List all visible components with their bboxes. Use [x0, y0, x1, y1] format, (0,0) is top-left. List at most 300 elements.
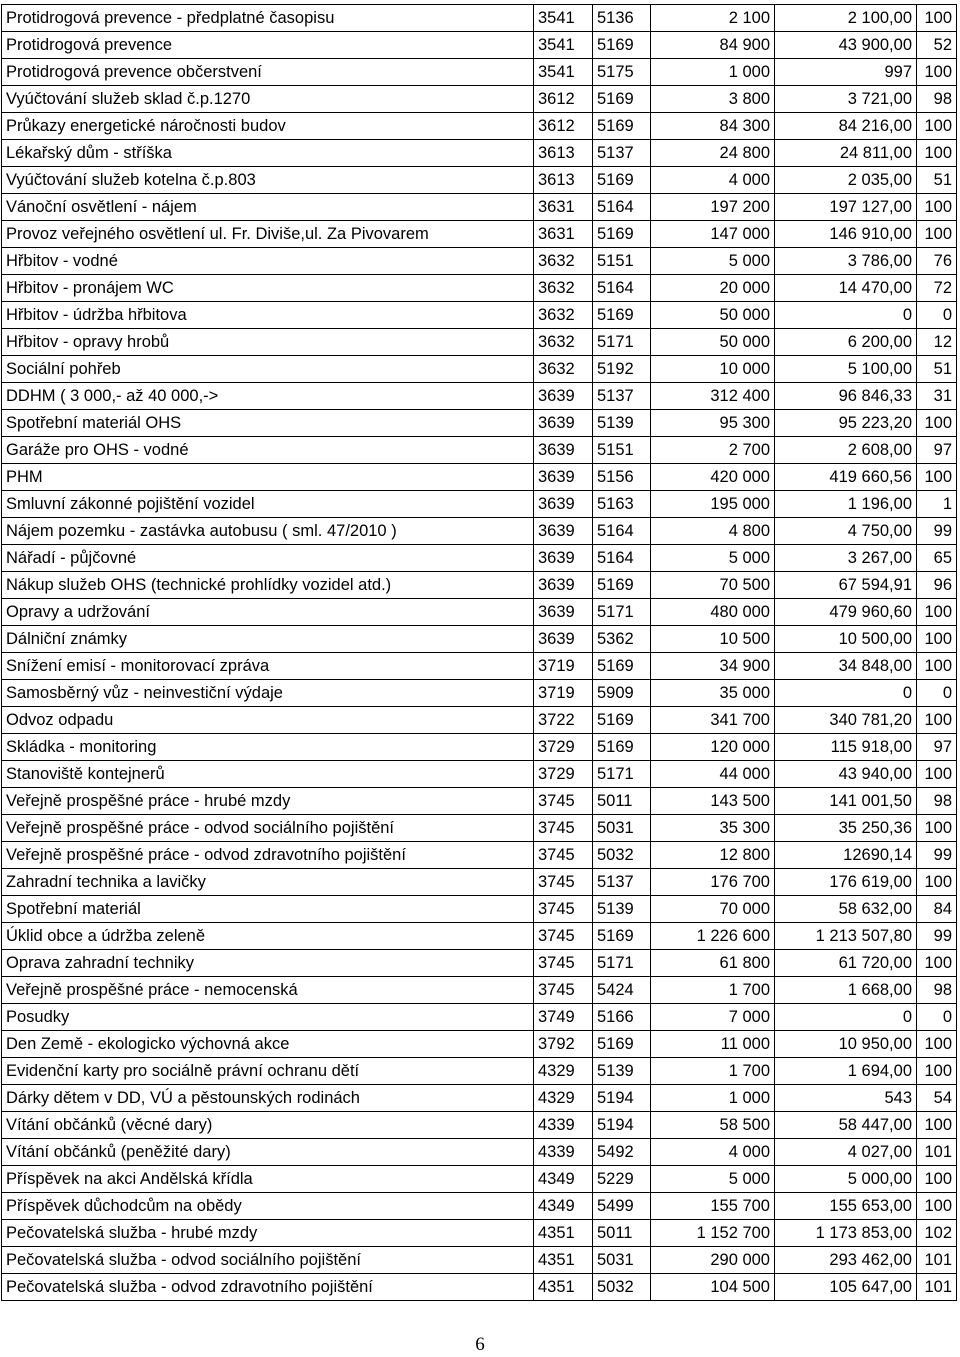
cell-budget-item: 5031: [593, 815, 651, 842]
cell-actual: 997: [775, 59, 917, 86]
cell-actual: 96 846,33: [775, 383, 917, 410]
cell-paragraph: 3639: [534, 464, 593, 491]
cell-percent: 100: [917, 113, 957, 140]
cell-budget-item: 5137: [593, 140, 651, 167]
budget-table: [1, 4, 957, 1301]
cell-item-name: Nákup služeb OHS (technické prohlídky vozidel atd.): [2, 572, 534, 599]
cell-actual: 4 750,00: [775, 518, 917, 545]
cell-paragraph: 3639: [534, 626, 593, 653]
cell-item-name: Zahradní technika a lavičky: [2, 869, 534, 896]
table-row: [2, 869, 957, 896]
cell-budget: 1 226 600: [651, 923, 775, 950]
table-row: [2, 32, 957, 59]
table-row: [2, 491, 957, 518]
cell-paragraph: 3639: [534, 491, 593, 518]
cell-percent: 99: [917, 923, 957, 950]
cell-percent: 100: [917, 869, 957, 896]
table-row: [2, 815, 957, 842]
table-row: [2, 1058, 957, 1085]
cell-paragraph: 3639: [534, 410, 593, 437]
cell-paragraph: 3745: [534, 842, 593, 869]
cell-budget-item: 5169: [593, 923, 651, 950]
cell-actual: 197 127,00: [775, 194, 917, 221]
cell-budget: 4 800: [651, 518, 775, 545]
table-body: [2, 5, 957, 1301]
table-row: [2, 356, 957, 383]
cell-actual: 4 027,00: [775, 1139, 917, 1166]
cell-item-name: Spotřební materiál: [2, 896, 534, 923]
cell-actual: 340 781,20: [775, 707, 917, 734]
cell-paragraph: 3639: [534, 572, 593, 599]
cell-paragraph: 3632: [534, 248, 593, 275]
cell-percent: 100: [917, 59, 957, 86]
cell-budget: 35 300: [651, 815, 775, 842]
cell-item-name: Vánoční osvětlení - nájem: [2, 194, 534, 221]
cell-item-name: Příspěvek na akci Andělská křídla: [2, 1166, 534, 1193]
cell-percent: 98: [917, 86, 957, 113]
cell-budget: 195 000: [651, 491, 775, 518]
cell-percent: 96: [917, 572, 957, 599]
table-row: [2, 761, 957, 788]
cell-actual: 479 960,60: [775, 599, 917, 626]
cell-actual: 67 594,91: [775, 572, 917, 599]
table-row: [2, 842, 957, 869]
cell-budget: 11 000: [651, 1031, 775, 1058]
cell-budget-item: 5169: [593, 167, 651, 194]
cell-item-name: Oprava zahradní techniky: [2, 950, 534, 977]
cell-budget: 1 700: [651, 1058, 775, 1085]
cell-paragraph: 3745: [534, 977, 593, 1004]
table-row: [2, 1085, 957, 1112]
cell-paragraph: 4349: [534, 1193, 593, 1220]
cell-paragraph: 3631: [534, 221, 593, 248]
cell-actual: 0: [775, 680, 917, 707]
cell-percent: 100: [917, 626, 957, 653]
cell-budget: 312 400: [651, 383, 775, 410]
cell-percent: 100: [917, 410, 957, 437]
cell-percent: 99: [917, 842, 957, 869]
table-row: [2, 86, 957, 113]
cell-budget: 84 300: [651, 113, 775, 140]
cell-paragraph: 3612: [534, 86, 593, 113]
cell-actual: 3 267,00: [775, 545, 917, 572]
cell-percent: 100: [917, 707, 957, 734]
cell-paragraph: 4349: [534, 1166, 593, 1193]
table-row: [2, 140, 957, 167]
cell-actual: 61 720,00: [775, 950, 917, 977]
cell-budget-item: 5424: [593, 977, 651, 1004]
cell-paragraph: 3631: [534, 194, 593, 221]
cell-percent: 51: [917, 167, 957, 194]
cell-actual: 3 721,00: [775, 86, 917, 113]
cell-actual: 43 900,00: [775, 32, 917, 59]
cell-budget: 420 000: [651, 464, 775, 491]
cell-percent: 1: [917, 491, 957, 518]
cell-percent: 100: [917, 1031, 957, 1058]
cell-budget-item: 5164: [593, 194, 651, 221]
cell-budget-item: 5171: [593, 329, 651, 356]
table-row: [2, 545, 957, 572]
cell-paragraph: 3541: [534, 5, 593, 32]
cell-percent: 99: [917, 518, 957, 545]
cell-budget-item: 5169: [593, 32, 651, 59]
table-row: [2, 437, 957, 464]
cell-budget-item: 5166: [593, 1004, 651, 1031]
cell-percent: 0: [917, 1004, 957, 1031]
cell-item-name: Provoz veřejného osvětlení ul. Fr. Diviše,ul. Za Pivovarem: [2, 221, 534, 248]
cell-paragraph: 3639: [534, 545, 593, 572]
cell-paragraph: 4351: [534, 1220, 593, 1247]
cell-item-name: Lékařský dům - stříška: [2, 140, 534, 167]
cell-percent: 98: [917, 788, 957, 815]
cell-budget-item: 5194: [593, 1085, 651, 1112]
cell-item-name: Odvoz odpadu: [2, 707, 534, 734]
table-row: [2, 5, 957, 32]
cell-budget-item: 5164: [593, 518, 651, 545]
table-row: [2, 383, 957, 410]
cell-budget: 34 900: [651, 653, 775, 680]
cell-budget: 104 500: [651, 1274, 775, 1301]
cell-item-name: Protidrogová prevence: [2, 32, 534, 59]
cell-actual: 2 100,00: [775, 5, 917, 32]
cell-budget: 2 700: [651, 437, 775, 464]
table-row: [2, 1139, 957, 1166]
cell-budget-item: 5032: [593, 842, 651, 869]
table-row: [2, 1220, 957, 1247]
cell-item-name: PHM: [2, 464, 534, 491]
table-row: [2, 923, 957, 950]
table-row: [2, 626, 957, 653]
cell-budget-item: 5169: [593, 86, 651, 113]
cell-budget: 341 700: [651, 707, 775, 734]
cell-item-name: Dálniční známky: [2, 626, 534, 653]
table-row: [2, 167, 957, 194]
table-row: [2, 896, 957, 923]
cell-percent: 100: [917, 815, 957, 842]
cell-percent: 51: [917, 356, 957, 383]
cell-percent: 100: [917, 5, 957, 32]
table-row: [2, 302, 957, 329]
table-row: [2, 329, 957, 356]
table-row: [2, 977, 957, 1004]
cell-budget-item: 5492: [593, 1139, 651, 1166]
cell-budget-item: 5362: [593, 626, 651, 653]
cell-paragraph: 3792: [534, 1031, 593, 1058]
cell-budget-item: 5011: [593, 1220, 651, 1247]
cell-item-name: Vítání občánků (věcné dary): [2, 1112, 534, 1139]
cell-paragraph: 4339: [534, 1112, 593, 1139]
cell-percent: 97: [917, 734, 957, 761]
table-row: [2, 788, 957, 815]
cell-actual: 12690,14: [775, 842, 917, 869]
cell-budget-item: 5169: [593, 1031, 651, 1058]
cell-paragraph: 3639: [534, 599, 593, 626]
cell-budget: 50 000: [651, 329, 775, 356]
cell-paragraph: 4339: [534, 1139, 593, 1166]
cell-item-name: Protidrogová prevence občerstvení: [2, 59, 534, 86]
cell-budget-item: 5011: [593, 788, 651, 815]
cell-paragraph: 3612: [534, 113, 593, 140]
table-row: [2, 518, 957, 545]
cell-actual: 58 447,00: [775, 1112, 917, 1139]
cell-percent: 72: [917, 275, 957, 302]
cell-budget-item: 5151: [593, 437, 651, 464]
table-row: [2, 113, 957, 140]
table-row: [2, 1166, 957, 1193]
cell-budget-item: 5169: [593, 653, 651, 680]
cell-paragraph: 3632: [534, 302, 593, 329]
cell-budget: 1 700: [651, 977, 775, 1004]
table-row: [2, 599, 957, 626]
cell-percent: 101: [917, 1274, 957, 1301]
cell-item-name: Pečovatelská služba - odvod sociálního pojištění: [2, 1247, 534, 1274]
cell-paragraph: 4351: [534, 1274, 593, 1301]
cell-item-name: Smluvní zákonné pojištění vozidel: [2, 491, 534, 518]
table-row: [2, 1031, 957, 1058]
cell-actual: 0: [775, 302, 917, 329]
cell-budget-item: 5031: [593, 1247, 651, 1274]
cell-actual: 34 848,00: [775, 653, 917, 680]
cell-item-name: DDHM ( 3 000,- až 40 000,->: [2, 383, 534, 410]
cell-paragraph: 3745: [534, 896, 593, 923]
cell-budget-item: 5171: [593, 599, 651, 626]
cell-budget: 5 000: [651, 545, 775, 572]
cell-actual: 1 694,00: [775, 1058, 917, 1085]
cell-budget: 290 000: [651, 1247, 775, 1274]
cell-budget: 70 000: [651, 896, 775, 923]
cell-actual: 105 647,00: [775, 1274, 917, 1301]
cell-paragraph: 4329: [534, 1085, 593, 1112]
cell-percent: 100: [917, 950, 957, 977]
table-row: [2, 653, 957, 680]
cell-budget-item: 5169: [593, 302, 651, 329]
cell-percent: 98: [917, 977, 957, 1004]
cell-budget: 5 000: [651, 1166, 775, 1193]
cell-budget: 61 800: [651, 950, 775, 977]
table-row: [2, 221, 957, 248]
cell-item-name: Vítání občánků (peněžité dary): [2, 1139, 534, 1166]
cell-paragraph: 3729: [534, 761, 593, 788]
cell-percent: 100: [917, 464, 957, 491]
cell-budget: 197 200: [651, 194, 775, 221]
cell-budget: 5 000: [651, 248, 775, 275]
cell-actual: 35 250,36: [775, 815, 917, 842]
cell-budget-item: 5909: [593, 680, 651, 707]
cell-budget: 176 700: [651, 869, 775, 896]
cell-budget: 4 000: [651, 167, 775, 194]
cell-percent: 101: [917, 1247, 957, 1274]
cell-item-name: Posudky: [2, 1004, 534, 1031]
cell-budget: 95 300: [651, 410, 775, 437]
cell-actual: 43 940,00: [775, 761, 917, 788]
cell-paragraph: 3745: [534, 815, 593, 842]
cell-budget-item: 5169: [593, 734, 651, 761]
cell-item-name: Spotřební materiál OHS: [2, 410, 534, 437]
cell-actual: 115 918,00: [775, 734, 917, 761]
cell-budget-item: 5163: [593, 491, 651, 518]
cell-percent: 100: [917, 653, 957, 680]
table-row: [2, 680, 957, 707]
cell-percent: 101: [917, 1139, 957, 1166]
cell-paragraph: 3729: [534, 734, 593, 761]
cell-paragraph: 3745: [534, 950, 593, 977]
table-row: [2, 194, 957, 221]
cell-actual: 1 196,00: [775, 491, 917, 518]
cell-budget: 20 000: [651, 275, 775, 302]
cell-budget: 1 000: [651, 59, 775, 86]
cell-actual: 146 910,00: [775, 221, 917, 248]
cell-percent: 100: [917, 599, 957, 626]
cell-item-name: Pečovatelská služba - hrubé mzdy: [2, 1220, 534, 1247]
cell-budget: 2 100: [651, 5, 775, 32]
cell-item-name: Evidenční karty pro sociálně právní ochranu dětí: [2, 1058, 534, 1085]
cell-budget: 143 500: [651, 788, 775, 815]
cell-budget: 70 500: [651, 572, 775, 599]
table-row: [2, 1112, 957, 1139]
cell-actual: 10 500,00: [775, 626, 917, 653]
cell-paragraph: 3639: [534, 518, 593, 545]
table-row: [2, 1247, 957, 1274]
cell-paragraph: 3632: [534, 356, 593, 383]
cell-budget-item: 5175: [593, 59, 651, 86]
cell-percent: 0: [917, 680, 957, 707]
cell-paragraph: 3745: [534, 788, 593, 815]
cell-item-name: Hřbitov - opravy hrobů: [2, 329, 534, 356]
table-row: [2, 734, 957, 761]
cell-actual: 3 786,00: [775, 248, 917, 275]
cell-budget-item: 5139: [593, 1058, 651, 1085]
cell-actual: 58 632,00: [775, 896, 917, 923]
cell-actual: 543: [775, 1085, 917, 1112]
cell-budget: 58 500: [651, 1112, 775, 1139]
cell-budget-item: 5139: [593, 896, 651, 923]
table-row: [2, 1274, 957, 1301]
cell-item-name: Dárky dětem v DD, VÚ a pěstounských rodinách: [2, 1085, 534, 1112]
cell-budget: 3 800: [651, 86, 775, 113]
cell-budget-item: 5171: [593, 950, 651, 977]
cell-actual: 155 653,00: [775, 1193, 917, 1220]
cell-paragraph: 3541: [534, 59, 593, 86]
cell-item-name: Veřejně prospěšné práce - nemocenská: [2, 977, 534, 1004]
cell-actual: 2 035,00: [775, 167, 917, 194]
cell-item-name: Veřejně prospěšné práce - odvod sociálního pojištění: [2, 815, 534, 842]
cell-budget: 10 000: [651, 356, 775, 383]
cell-paragraph: 3613: [534, 167, 593, 194]
cell-percent: 100: [917, 194, 957, 221]
cell-budget: 35 000: [651, 680, 775, 707]
cell-item-name: Nářadí - půjčovné: [2, 545, 534, 572]
cell-item-name: Hřbitov - pronájem WC: [2, 275, 534, 302]
cell-percent: 52: [917, 32, 957, 59]
cell-actual: 5 100,00: [775, 356, 917, 383]
cell-item-name: Veřejně prospěšné práce - hrubé mzdy: [2, 788, 534, 815]
cell-budget-item: 5139: [593, 410, 651, 437]
cell-item-name: Veřejně prospěšné práce - odvod zdravotního pojištění: [2, 842, 534, 869]
cell-paragraph: 4351: [534, 1247, 593, 1274]
cell-paragraph: 3541: [534, 32, 593, 59]
table-row: [2, 950, 957, 977]
cell-item-name: Protidrogová prevence - předplatné časopisu: [2, 5, 534, 32]
table-row: [2, 707, 957, 734]
cell-budget-item: 5169: [593, 113, 651, 140]
cell-percent: 65: [917, 545, 957, 572]
cell-budget-item: 5194: [593, 1112, 651, 1139]
cell-paragraph: 3639: [534, 437, 593, 464]
cell-item-name: Sociální pohřeb: [2, 356, 534, 383]
cell-budget-item: 5229: [593, 1166, 651, 1193]
cell-budget-item: 5151: [593, 248, 651, 275]
table-row: [2, 464, 957, 491]
cell-item-name: Samosběrný vůz - neinvestiční výdaje: [2, 680, 534, 707]
cell-percent: 100: [917, 1193, 957, 1220]
table-row: [2, 1193, 957, 1220]
cell-percent: 100: [917, 1058, 957, 1085]
cell-item-name: Skládka - monitoring: [2, 734, 534, 761]
cell-item-name: Vyúčtování služeb sklad č.p.1270: [2, 86, 534, 113]
cell-percent: 12: [917, 329, 957, 356]
cell-actual: 95 223,20: [775, 410, 917, 437]
cell-percent: 100: [917, 1112, 957, 1139]
cell-budget: 24 800: [651, 140, 775, 167]
cell-item-name: Opravy a udržování: [2, 599, 534, 626]
cell-actual: 5 000,00: [775, 1166, 917, 1193]
cell-budget: 120 000: [651, 734, 775, 761]
cell-item-name: Nájem pozemku - zastávka autobusu ( sml. 47/2010 ): [2, 518, 534, 545]
cell-budget: 50 000: [651, 302, 775, 329]
cell-paragraph: 3613: [534, 140, 593, 167]
cell-budget: 1 152 700: [651, 1220, 775, 1247]
cell-paragraph: 3632: [534, 329, 593, 356]
cell-budget-item: 5156: [593, 464, 651, 491]
table-row: [2, 275, 957, 302]
table-row: [2, 248, 957, 275]
cell-paragraph: 3719: [534, 653, 593, 680]
cell-percent: 31: [917, 383, 957, 410]
cell-item-name: Vyúčtování služeb kotelna č.p.803: [2, 167, 534, 194]
cell-item-name: Průkazy energetické náročnosti budov: [2, 113, 534, 140]
cell-budget: 7 000: [651, 1004, 775, 1031]
cell-actual: 14 470,00: [775, 275, 917, 302]
cell-paragraph: 3719: [534, 680, 593, 707]
cell-actual: 1 668,00: [775, 977, 917, 1004]
cell-actual: 84 216,00: [775, 113, 917, 140]
cell-budget-item: 5032: [593, 1274, 651, 1301]
page-number: 6: [475, 1334, 485, 1355]
cell-actual: 176 619,00: [775, 869, 917, 896]
cell-budget-item: 5499: [593, 1193, 651, 1220]
cell-budget-item: 5171: [593, 761, 651, 788]
cell-item-name: Snížení emisí - monitorovací zpráva: [2, 653, 534, 680]
cell-budget-item: 5169: [593, 221, 651, 248]
cell-actual: 293 462,00: [775, 1247, 917, 1274]
table-row: [2, 1004, 957, 1031]
cell-actual: 0: [775, 1004, 917, 1031]
cell-actual: 24 811,00: [775, 140, 917, 167]
cell-percent: 100: [917, 221, 957, 248]
cell-item-name: Úklid obce a údržba zeleně: [2, 923, 534, 950]
cell-item-name: Pečovatelská služba - odvod zdravotního pojištění: [2, 1274, 534, 1301]
cell-actual: 419 660,56: [775, 464, 917, 491]
cell-actual: 141 001,50: [775, 788, 917, 815]
cell-budget-item: 5169: [593, 572, 651, 599]
cell-item-name: Hřbitov - vodné: [2, 248, 534, 275]
cell-actual: 1 213 507,80: [775, 923, 917, 950]
cell-budget: 10 500: [651, 626, 775, 653]
table-row: [2, 572, 957, 599]
cell-item-name: Den Země - ekologicko výchovná akce: [2, 1031, 534, 1058]
cell-percent: 84: [917, 896, 957, 923]
cell-budget: 4 000: [651, 1139, 775, 1166]
